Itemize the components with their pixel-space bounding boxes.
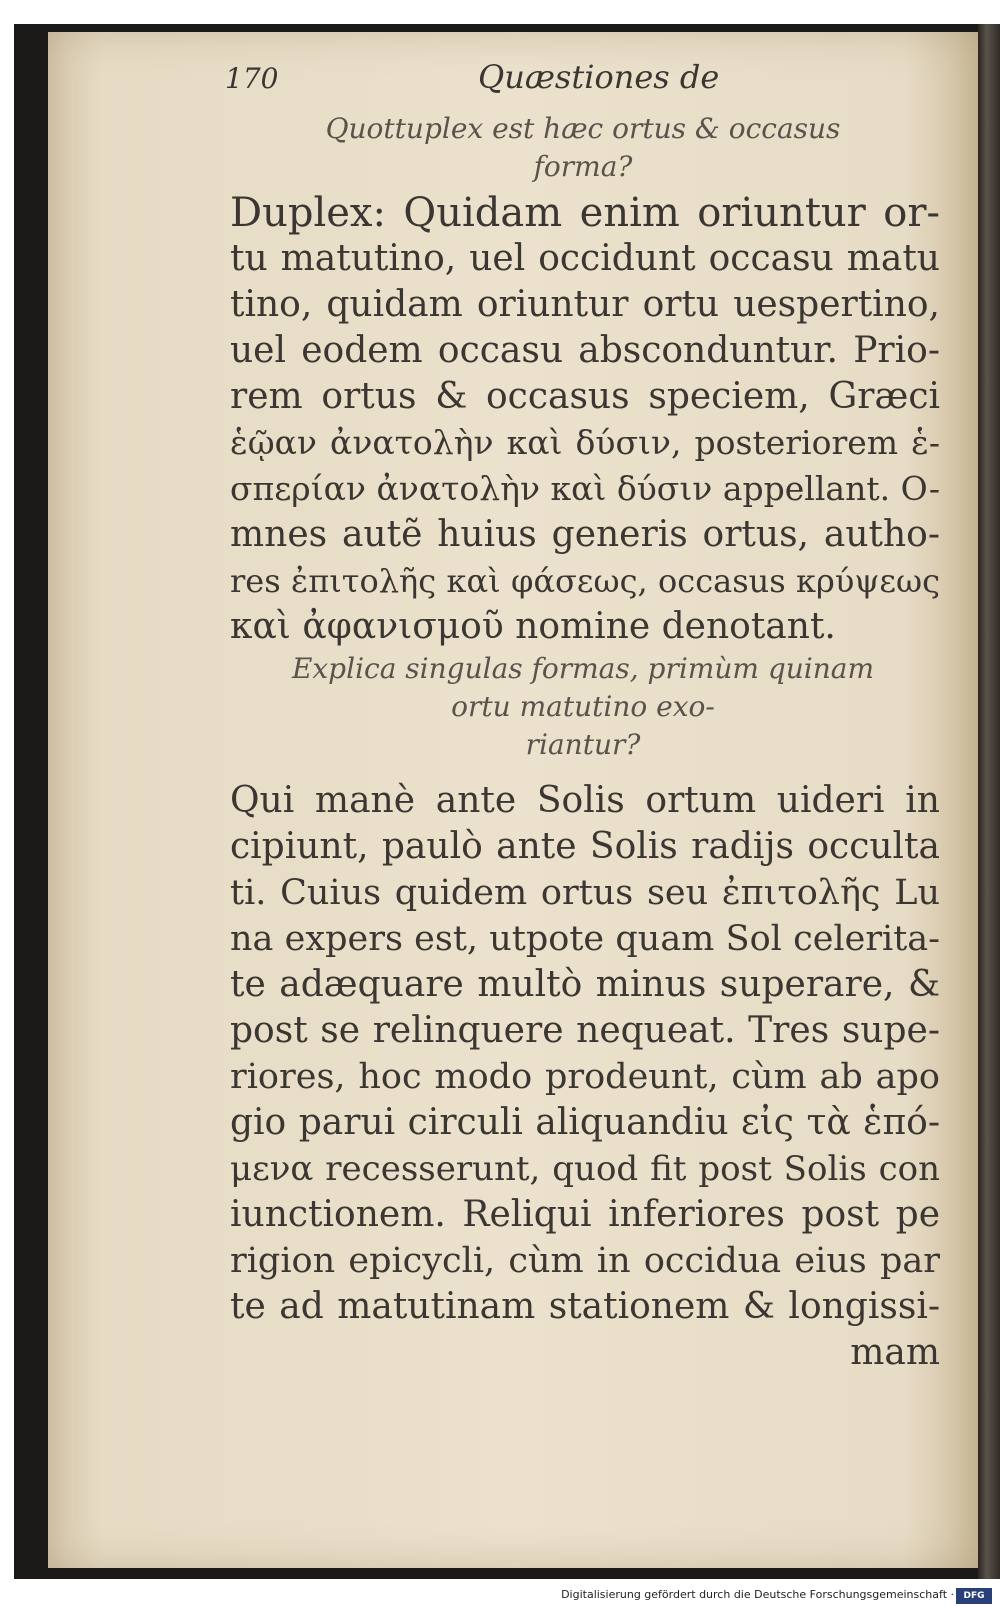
footer-bar [0,1584,1000,1607]
text-line: na expers est, utpote quam Sol celerita- [230,919,940,959]
page-number: 170 [225,62,279,95]
answer-paragraph-2 [230,778,940,1376]
text-line: iunctionem. Reliqui inferiores post pe [230,1194,940,1235]
text-line: te ad matutinam stationem & longissi- [230,1286,940,1327]
text-line: Qui manè ante Solis ortum uideri in [230,780,940,821]
text-line: res ἐπιτολῆς καὶ φάσεως, occasus κρύψεως [230,562,940,600]
text-line: ti. Cuius quidem ortus seu ἐπιτολῆς Lu [230,873,940,913]
text-line: cipiunt, paulò ante Solis radijs occulta [230,826,940,867]
page-text [48,32,978,1568]
text-line: mnes autẽ huius generis ortus, autho- [230,514,940,555]
text-line: gio parui circuli aliquandiu εἰς τὰ ἑπό- [230,1102,940,1143]
text-line: riores, hoc modo prodeunt, cùm ab apo [230,1057,940,1097]
text-line: te adæquare multò minus superare, & [230,964,940,1005]
text-line: καὶ ἀφανισμοῦ nomine denotant. [230,606,836,647]
catchword: mam [850,1332,940,1373]
scanned-page-image [14,24,1000,1579]
text-line: rem ortus & occasus speciem, Græci [230,376,940,417]
text-line: tu matutino, uel occidunt occasu matu [230,238,940,279]
text-line: rigion epicycli, cùm in occidua eius par [230,1241,940,1281]
question-line: Explica singulas formas, primùm quinam [291,652,875,685]
book-edge [978,24,1000,1579]
question-heading-1 [228,110,938,186]
question-line: forma? [533,150,633,183]
funding-notice: Digitalisierung gefördert durch die Deutsche Forschungsgemeinschaft · [561,1588,954,1601]
question-line: riantur? [525,728,641,761]
text-line: uel eodem occasu absconduntur. Prio- [230,330,940,371]
question-heading-2 [228,650,938,764]
running-head-title: Quæstiones de [478,58,720,96]
text-line: σπερίαν ἀνατολὴν καὶ δύσιν appellant. O- [230,469,940,508]
answer-paragraph-1 [230,190,940,650]
question-line: ortu matutino exo- [451,690,715,723]
text-line: post se relinquere nequeat. Tres supe- [230,1010,940,1051]
text-line: μενα recesserunt, quod fit post Solis con [230,1149,940,1189]
dfg-logo-icon: DFG [956,1588,992,1604]
text-line: Duplex: Quidam enim oriuntur or- [230,190,940,236]
text-line: ἑῷαν ἀνατολὴν καὶ δύσιν, posteriorem ἑ- [230,423,940,462]
running-head [48,54,978,104]
book-page [48,32,978,1568]
text-line: tino, quidam oriuntur ortu uespertino, [230,284,940,325]
question-line: Quottuplex est hæc ortus & occasus [325,112,841,145]
